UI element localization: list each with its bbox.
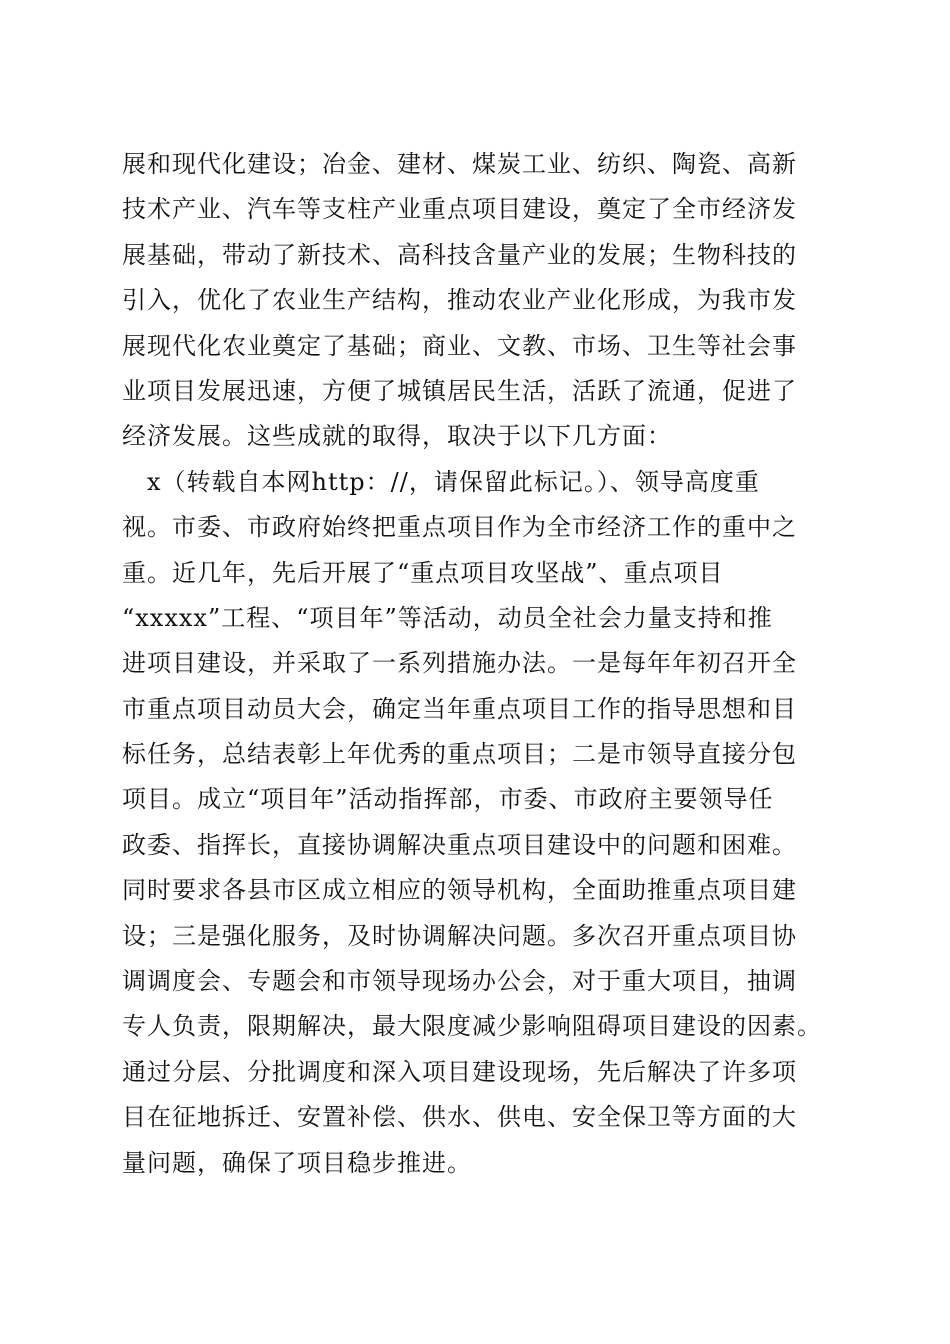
text-line: 引入，优化了农业生产结构，推动农业产业化形成，为我市发	[122, 286, 797, 315]
text-line: 通过分层、分批调度和深入项目建设现场，先后解决了许多项	[122, 1057, 797, 1086]
text-line: x（转载自本网http：//，请保留此标记。）、领导高度重	[122, 467, 760, 496]
text-line: 技术产业、汽车等支柱产业重点项目建设，奠定了全市经济发	[122, 195, 797, 224]
text-line: 设；三是强化服务，及时协调解决问题。多次召开重点项目协	[122, 921, 797, 950]
text-line: 展现代化农业奠定了基础；商业、文教、市场、卫生等社会事	[122, 331, 797, 360]
text-line: 经济发展。这些成就的取得，取决于以下几方面：	[122, 422, 672, 451]
text-line: 专人负责，限期解决，最大限度减少影响阻碍项目建设的因素。	[122, 1012, 822, 1041]
text-line: 展基础，带动了新技术、高科技含量产业的发展；生物科技的	[122, 240, 797, 269]
text-line: 目在征地拆迁、安置补偿、供水、供电、安全保卫等方面的大	[122, 1103, 797, 1132]
text-line: 量问题，确保了项目稳步推进。	[122, 1148, 472, 1177]
text-line: 项目。成立“项目年”活动指挥部，市委、市政府主要领导任	[122, 785, 774, 814]
body-text	[122, 142, 852, 1186]
text-line: 市重点项目动员大会，确定当年重点项目工作的指导思想和目	[122, 694, 797, 723]
text-line: 标任务，总结表彰上年优秀的重点项目；二是市领导直接分包	[122, 740, 797, 769]
text-line: 业项目发展迅速，方便了城镇居民生活，活跃了流通，促进了	[122, 376, 797, 405]
text-line: 政委、指挥长，直接协调解决重点项目建设中的问题和困难。	[122, 830, 797, 859]
text-line: 视。市委、市政府始终把重点项目作为全市经济工作的重中之	[122, 513, 797, 542]
text-line: 调调度会、专题会和市领导现场办公会，对于重大项目，抽调	[122, 967, 797, 996]
text-line: 同时要求各县市区成立相应的领导机构，全面助推重点项目建	[122, 876, 797, 905]
text-line: 展和现代化建设；冶金、建材、煤炭工业、纺织、陶瓷、高新	[122, 150, 797, 178]
text-line: 进项目建设，并采取了一系列措施办法。一是每年年初召开全	[122, 649, 797, 678]
text-line: 重。近几年，先后开展了“重点项目攻坚战”、重点项目	[122, 558, 724, 587]
text-line: “xxxxx”工程、“项目年”等活动，动员全社会力量支持和推	[122, 603, 773, 632]
